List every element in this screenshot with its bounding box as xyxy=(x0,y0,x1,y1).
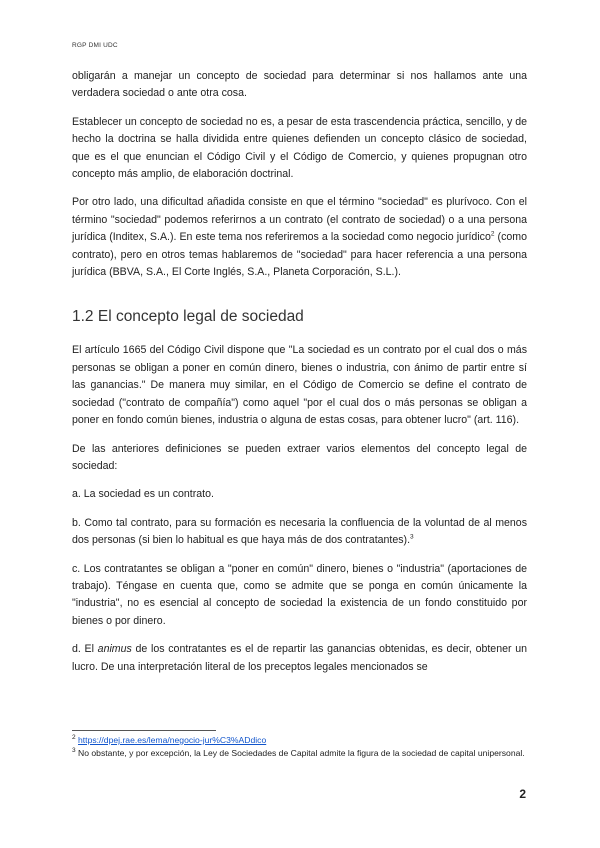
paragraph-article-1665: El artículo 1665 del Código Civil dispone que "La sociedad es un contrato por el cual dos o más personas se obligan a poner en común dinero, bienes o industria, con ánimo de partir entre sí las ganancias." De manera muy similar, en el Código de Comercio se define el contrato de sociedad ("contrato de compañía") como aquel "por el cual dos o más personas se obligan a poner en fondo común bienes, industria o alguna de estas cosas, para obtener lucro" (art. 116). xyxy=(72,344,527,427)
list-item-d-prefix: d. El xyxy=(72,643,98,656)
list-item-c: c. Los contratantes se obligan a "poner en común" dinero, bienes o "industria" (aportaciones de trabajo). Téngase en cuenta que, como se admite que se ponga en común únicamente la "industria", no es esencial al concepto de sociedad la existencia de un fondo constituido por bienes o por dinero. xyxy=(72,562,527,627)
list-item-d xyxy=(72,641,527,676)
footnotes xyxy=(72,734,527,759)
footnote-2 xyxy=(72,734,527,747)
list-item-b-text: b. Como tal contrato, para su formación es necesaria la confluencia de la voluntad de al menos dos personas (si bien lo habitual es que haya más de dos contratantes). xyxy=(72,516,527,547)
page-number: 2 xyxy=(519,787,526,801)
body-content xyxy=(72,68,527,687)
paragraph-3-text-b: (como contrato), pero en otros temas hablaremos de "sociedad" para hacer referencia a una persona jurídica (BBVA, S.A., El Corte Inglés, S.A., Planeta Corporación, S.L.). xyxy=(72,231,527,279)
footnote-2-link[interactable]: https://dpej.rae.es/lema/negocio-jur%C3%ADdico xyxy=(78,735,267,745)
list-item-a: a. La sociedad es un contrato. xyxy=(72,488,214,501)
footnote-3-number: 3 xyxy=(72,746,76,754)
paragraph-3-text-a: Por otro lado, una dificultad añadida consiste en que el término "sociedad" es plurívoco. Con el término "sociedad" podemos referirnos a un contrato (el contrato de sociedad) o a una persona jurídica (Inditex, S.A.). En este tema nos referiremos a la sociedad como negocio jurídico xyxy=(72,196,527,244)
footnote-ref-2[interactable]: 2 xyxy=(490,230,495,238)
list-item-b xyxy=(72,515,527,550)
footnote-3-text: No obstante, y por excepción, la Ley de Sociedades de Capital admite la figura de la sociedad de capital unipersonal. xyxy=(75,747,525,758)
paragraph-3 xyxy=(72,194,527,281)
list-item-d-italic: animus xyxy=(97,643,132,656)
footnote-separator xyxy=(72,730,216,731)
paragraph-2: Establecer un concepto de sociedad no es, a pesar de esta trascendencia práctica, sencillo, y de hecho la doctrina se halla dividida entre quienes defienden un concepto clásico de sociedad, que es el que enuncian el Código Civil y el Código de Comercio, y quienes propugnan otro concepto más amplio, de elaboración doctrinal. xyxy=(72,115,527,181)
footnote-3 xyxy=(72,747,527,760)
paragraph-1: obligarán a manejar un concepto de sociedad para determinar si nos hallamos ante una verdadera sociedad o ante otra cosa. xyxy=(72,70,527,100)
paragraph-elements-intro: De las anteriores definiciones se pueden extraer varios elementos del concepto legal de sociedad: xyxy=(72,442,527,472)
footnote-2-number: 2 xyxy=(72,734,76,742)
footnote-ref-3[interactable]: 3 xyxy=(410,533,414,541)
section-heading: 1.2 El concepto legal de sociedad xyxy=(72,308,304,326)
list-item-d-rest: de los contratantes es el de repartir las ganancias obtenidas, es decir, obtener un lucro. De una interpretación literal de los preceptos legales mencionados se xyxy=(72,643,527,673)
page-header: RGP DMI UDC xyxy=(72,42,118,49)
